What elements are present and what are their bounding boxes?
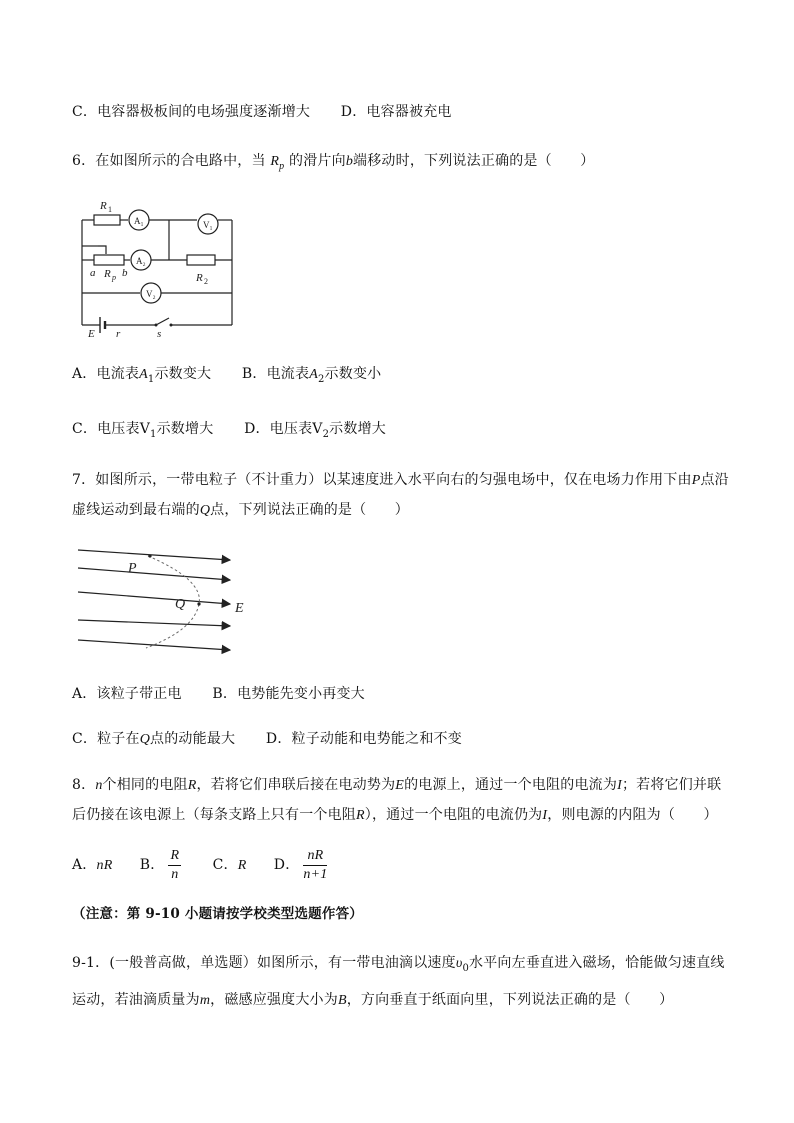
q8-option-c: C．R [212, 857, 247, 873]
q6-stem-text: 6．在如图所示的合电路中，当 [72, 153, 266, 169]
e-label: E [88, 328, 95, 338]
q8-option-b: B． $\frac{R}{n}$ [139, 847, 180, 882]
r2-label-sub: 2 [204, 277, 208, 286]
q9-stem-line-2: 运动，若油滴质量为m，磁感应强度大小为B，方向垂直于纸面向里，下列说法正确的是（ ） [72, 992, 674, 1008]
a1-label: A₁ [134, 216, 144, 226]
q6-options-row-2 [72, 419, 386, 445]
q8-option-a: A．nR [72, 857, 113, 873]
q7-option-d: D．粒子动能和电势能之和不变 [265, 731, 462, 747]
v1-label: V₁ [203, 220, 213, 230]
r1-label-sub: 1 [108, 205, 112, 214]
r2-resistor [187, 255, 215, 265]
e-field-label: E [235, 601, 244, 616]
r1-resistor [94, 215, 120, 225]
q6-option-b: B．电流表$A_2$示数变小 [241, 366, 382, 385]
q6-stem [72, 151, 594, 177]
q7-option-b: B．电势能先变小再变大 [212, 686, 365, 702]
point-p [148, 554, 151, 557]
s-switch-label: s [157, 328, 162, 338]
q6-var-rp-sub: p [279, 161, 285, 172]
a2-label: A₂ [136, 256, 146, 266]
field-line-2 [78, 568, 230, 580]
q5-option-c: C．电容器极板间的电场强度逐渐增大 [72, 104, 311, 120]
q6-option-a: A．电流表$A_1$示数变大 [72, 366, 212, 385]
q5-options-row [72, 102, 452, 122]
b-terminal-label: b [122, 267, 128, 279]
q6-circuit-diagram [72, 190, 242, 338]
point-q [197, 602, 200, 605]
rp-label: R [104, 268, 111, 280]
q7-stem-line-1: 7．如图所示，一带电粒子（不计重力）以某速度进入水平向右的匀强电场中，仅在电场力作用下由P点沿 [72, 472, 729, 488]
q6-var-rp: R [270, 154, 280, 169]
p-label: P [128, 561, 137, 576]
q7-option-a: A．该粒子带正电 [72, 686, 182, 702]
rp-rheostat [94, 255, 124, 265]
particle-trajectory [146, 556, 199, 648]
q9-stem-line-1: 9-1．(一般普高做，单选题）如图所示，有一带电油滴以速度$\upsilon_0$水平向左垂直进入磁场，恰能做匀速直线 [72, 955, 725, 974]
q8-options-row [72, 843, 331, 887]
q8-stem-line-1: 8．n个相同的电阻R，若将它们串联后接在电动势为E的电源上，通过一个电阻的电流为I；若将它们并联 [72, 777, 722, 793]
q6-stem-text-3: 端移动时，下列说法正确的是（ ） [353, 153, 595, 169]
q7-option-c: C．粒子在Q点的动能最大 [72, 731, 236, 747]
r2-label: R [196, 272, 203, 284]
q6-options-row-1 [72, 364, 381, 390]
q8-stem-line-2: 后仍接在该电源上（每条支路上只有一个电阻R），通过一个电阻的电流仍为I，则电源的内阻为（ ） [72, 807, 718, 823]
q8-option-d: D． $\frac{nR}{n+1}$ [273, 847, 328, 882]
q6-var-b: b [345, 154, 354, 169]
q6-option-d: D．电压表$V_2$示数增大 [244, 421, 386, 440]
q7-stem-line-2: 虚线运动到最右端的Q点，下列说法正确的是（ ） [72, 502, 409, 518]
v2-label: V₂ [146, 289, 156, 299]
r-internal-label: r [116, 328, 121, 338]
field-line-4 [78, 620, 230, 626]
q7-field-diagram [72, 540, 262, 660]
rp-label-sub: p [112, 273, 116, 282]
q5-option-d: D．电容器被充电 [340, 104, 452, 120]
section-note: （注意：第 9-10 小题请按学校类型选题作答） [72, 906, 363, 922]
q-label: Q [175, 597, 186, 612]
a-terminal-label: a [90, 267, 96, 279]
q7-options-row-2 [72, 729, 462, 750]
field-line-5 [78, 640, 230, 650]
q6-stem-text-2: 的滑片向 [289, 153, 346, 169]
r1-label: R [100, 200, 107, 212]
field-line-3 [78, 592, 230, 604]
q7-options-row-1 [72, 684, 365, 704]
q6-option-c: C．电压表$V_1$示数增大 [72, 421, 214, 440]
